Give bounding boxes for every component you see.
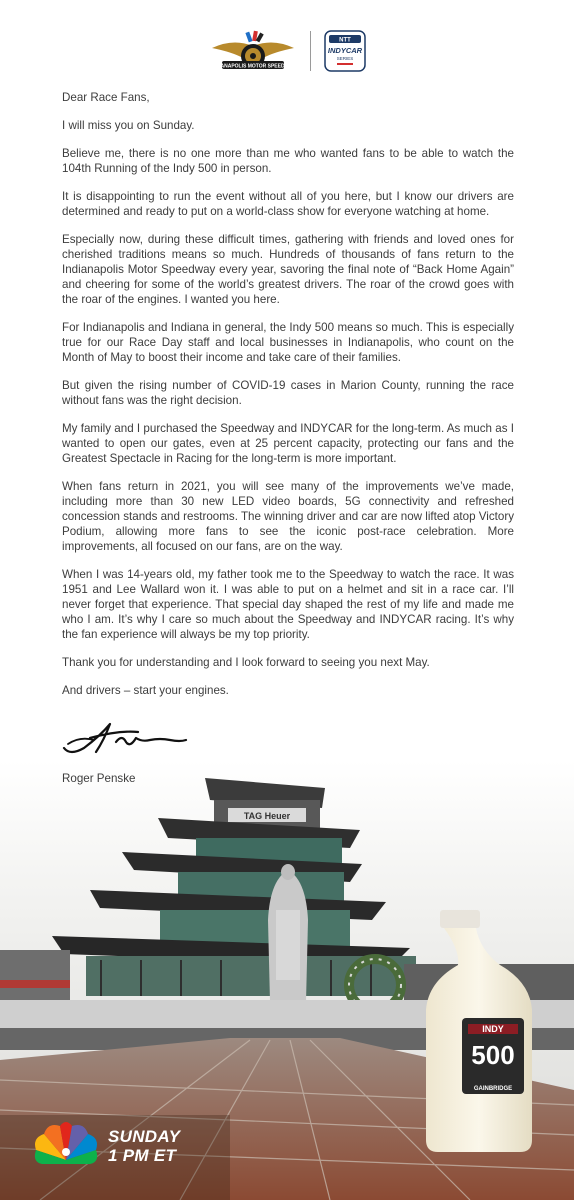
letter-paragraph: Believe me, there is no one more than me who wanted fans to be able to watch the 104th Running of the Indy 500 in person.: [62, 147, 514, 175]
svg-text:INDYCAR: INDYCAR: [327, 46, 362, 55]
speedway-photo: [0, 760, 574, 1200]
bottle-label-indy: INDY: [482, 1024, 504, 1034]
broadcast-time-text: 1 PM ET: [108, 1146, 177, 1165]
ims-logo-text: INDIANAPOLIS MOTOR SPEEDWAY: [209, 63, 296, 70]
bottle-label-500: 500: [471, 1040, 515, 1070]
bottle-label-sponsor: GAINBRIDGE: [473, 1086, 513, 1092]
letter-paragraph: I will miss you on Sunday.: [62, 119, 195, 132]
broadcast-time: [108, 1127, 180, 1165]
letter-paragraph: Thank you for understanding and I look forward to seeing you next May.: [62, 656, 430, 669]
header-logos: [0, 26, 574, 76]
pagoda-sign: TAG Heuer: [243, 811, 291, 821]
letter-paragraph: My family and I purchased the Speedway and INDYCAR for the long-term. As much as I wanted to open our gates, even at 25 percent capacity, protecting our fans and the Greatest Spectacle in Racing for the long-term is more important.: [62, 422, 514, 465]
signer-name: Roger Penske: [62, 772, 136, 785]
letter-paragraph: Especially now, during these difficult times, gathering with friends and loved ones for cherished traditions means so much. Hundreds of thousands of fans return to the Indianapolis Motor Speedway every year, savoring the final note of “Back Home Again” and cheering for some of the world’s greatest drivers. The roar of the crowd goes with the roar of the engines. I wanted you here.: [62, 233, 514, 306]
letter-paragraph: But given the rising number of COVID-19 cases in Marion County, running the race without fans was the right decision.: [62, 379, 514, 407]
svg-text:SERIES: SERIES: [336, 56, 353, 61]
indycar-series-logo: [323, 29, 367, 73]
letter-paragraph: When I was 14-years old, my father took me to the Speedway to watch the race. It was 1951 and Lee Wallard won it. I was able to put on a helmet and sit in a race car. I’ll never forget that experience. That special day shaped the rest of my life and made me who I am. It’s why I care so much about the Speedway and INDYCAR racing. It’s why the fan experience will always be my top priority.: [62, 568, 514, 641]
letter-paragraph: It is disappointing to run the event without all of you here, but I know our drivers are determined and ready to put on a world-class show for everyone watching at home.: [62, 190, 514, 218]
letter-body: [62, 90, 514, 711]
roger-penske-signature: [60, 718, 190, 760]
letter-paragraph: And drivers – start your engines.: [62, 684, 229, 697]
letter-paragraph: When fans return in 2021, you will see many of the improvements we’ve made, including more than 30 new LED video boards, 5G connectivity and refreshed concession stands and restrooms. The winning driver and car are now lifted atop Victory Podium, allowing more fans to see the iconic post-race celebration. More improvements, all focused on our fans, are on the way.: [62, 480, 514, 553]
logo-divider: [310, 31, 311, 71]
ims-wing-and-wheel-logo: [208, 28, 298, 74]
letter-salutation: Dear Race Fans,: [62, 91, 150, 104]
letter-paragraph: For Indianapolis and Indiana in general, the Indy 500 means so much. This is especially true for our Race Day staff and local businesses in Indianapolis, who count on the Month of May to boost their income and take care of their families.: [62, 321, 514, 364]
svg-text:NTT: NTT: [338, 37, 351, 44]
broadcast-day: SUNDAY: [108, 1127, 181, 1146]
